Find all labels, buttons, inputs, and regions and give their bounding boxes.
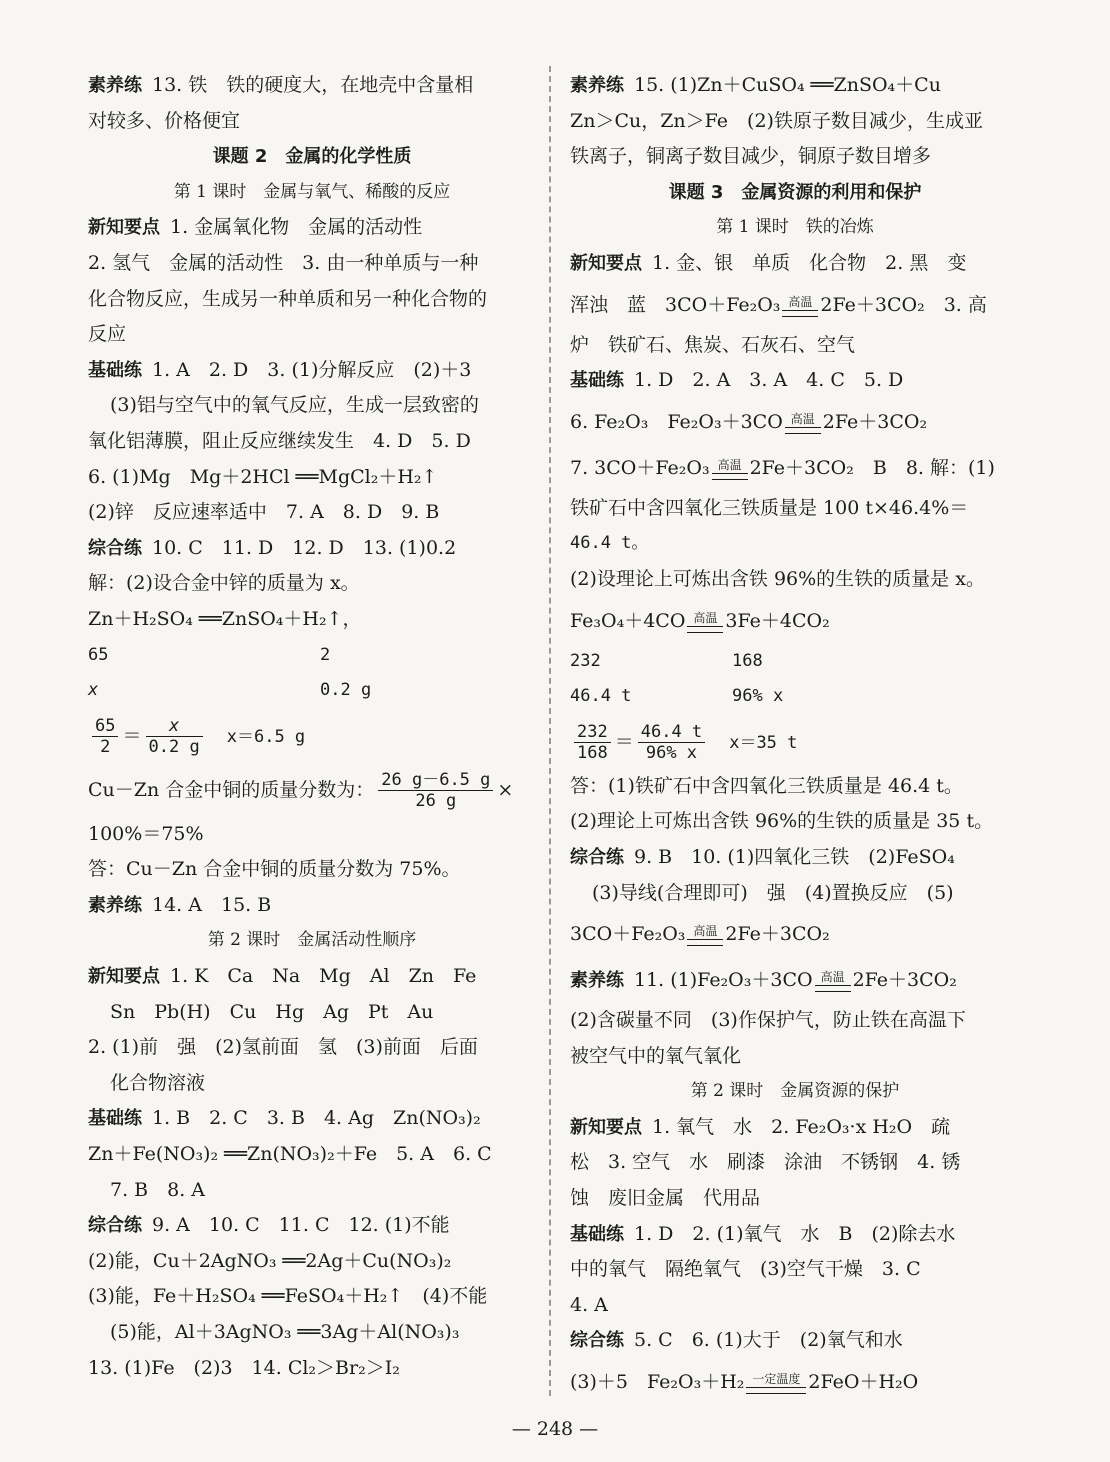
left-line-4: 新知要点 1. 金属氧化物 金属的活动性 — [88, 216, 423, 239]
left-line-34: (5)能，Al＋3AgNO₃ ══3Ag＋Al(NO₃)₃ — [110, 1321, 460, 1343]
right-line-8: 炉 铁矿石、焦炭、石灰石、空气 — [570, 333, 856, 356]
topic-heading: 课题 2 金属的化学性质 — [212, 146, 412, 168]
reaction-condition: 高温 — [687, 611, 723, 633]
section-tag: 基础练 — [570, 1223, 624, 1245]
left-line-15: Zn＋H₂SO₄ ══ZnSO₄＋H₂↑， — [88, 607, 362, 630]
left-line-12: (2)锌 反应速率适中 7. A 8. D 9. B — [88, 501, 440, 524]
right-line-12: 铁矿石中含四氧化三铁质量是 100 t×46.4%＝ — [570, 496, 969, 519]
right-line-31: 基础练 1. D 2. (1)氧气 水 B (2)除去水 — [570, 1222, 956, 1245]
right-line-33: 4. A — [570, 1293, 608, 1316]
left-line-30: 7. B 8. A — [110, 1178, 206, 1201]
section-tag: 基础练 — [88, 1108, 142, 1130]
section-tag: 素养练 — [570, 75, 624, 96]
left-line-6: 化合物反应，生成另一种单质和另一种化合物的 — [88, 287, 488, 310]
right-line-32: 中的氧气 隔绝氧气 (3)空气干燥 3. C — [570, 1258, 921, 1281]
left-column — [88, 68, 536, 1386]
fraction: $\frac{46.4 t}{96\% x}$ — [638, 722, 705, 763]
left-line-2: 对较多、价格便宜 — [88, 109, 241, 132]
page-number: — 248 — — [511, 1418, 599, 1440]
right-line-23: 3CO＋Fe₂O₃ 高温 2Fe＋3CO₂ — [570, 923, 830, 946]
right-line-26: 被空气中的氧气氧化 — [570, 1044, 742, 1067]
left-line-29: Zn＋Fe(NO₃)₂ ══Zn(NO₃)₂＋Fe 5. A 6. C — [88, 1143, 492, 1166]
right-line-6: 新知要点 1. 金、银 单质 化合物 2. 黑 变 — [570, 251, 967, 274]
left-line-35: 13. (1)Fe (2)3 14. Cl₂＞Br₂＞I₂ — [88, 1356, 400, 1379]
section-tag: 素养练 — [88, 894, 142, 916]
right-line-19: 答：(1)铁矿石中含四氧化三铁质量是 46.4 t。 — [570, 774, 963, 797]
lesson-heading: 第 1 课时 金属与氧气、稀酸的反应 — [173, 181, 451, 202]
section-tag: 综合练 — [570, 1330, 624, 1352]
section-tag: 新知要点 — [88, 966, 160, 988]
right-line-9: 基础练 1. D 2. A 3. A 4. C 5. D — [570, 369, 904, 392]
right-line-10: 6. Fe₂O₃ Fe₂O₃＋3CO 高温 2Fe＋3CO₂ — [570, 410, 928, 433]
right-line-15: Fe₃O₄＋4CO 高温 3Fe＋4CO₂ — [570, 609, 830, 632]
right-line-22: (3)导线(合理即可) 强 (4)置换反应 (5) — [592, 881, 954, 904]
right-column — [570, 68, 1020, 1405]
reaction-condition: 高温 — [712, 458, 748, 480]
fraction: $\frac{26 g-6.5 g}{26 g}$ — [378, 770, 493, 811]
column-divider — [549, 66, 551, 1396]
right-line-34: 综合练 5. C 6. (1)大于 (2)氧气和水 — [570, 1329, 903, 1352]
left-line-10: 氧化铝薄膜，阻止反应继续发生 4. D 5. D — [88, 429, 471, 452]
lesson-heading: 第 2 课时 金属活动性顺序 — [207, 930, 417, 951]
left-line-1: 素养练 13. 铁 铁的硬度大，在地壳中含量相 — [88, 74, 474, 96]
left-line-11: 6. (1)Mg Mg＋2HCl ══MgCl₂＋H₂↑ — [88, 465, 438, 488]
reaction-condition: 一定温度 — [746, 1372, 806, 1394]
left-line-28: 基础练 1. B 2. C 3. B 4. Ag Zn(NO₃)₂ — [88, 1107, 481, 1130]
lesson-heading: 第 2 课时 金属资源的保护 — [690, 1081, 900, 1102]
section-tag: 素养练 — [570, 970, 624, 992]
right-line-25: (2)含碳量不同 (3)作保护气，防止铁在高温下 — [570, 1009, 966, 1032]
left-line-18: $\frac{65}{2}$ ＝ $\frac{x}{0.2 g}$ x＝6.5 g — [88, 709, 536, 763]
right-line-16: 232 168 — [570, 650, 763, 671]
right-line-29: 松 3. 空气 水 刷漆 涂油 不锈钢 4. 锈 — [570, 1151, 961, 1174]
left-line-13: 综合练 10. C 11. D 12. D 13. (1)0.2 — [88, 536, 457, 559]
right-line-28: 新知要点 1. 氧气 水 2. Fe₂O₃·x H₂O 疏 — [570, 1115, 951, 1138]
left-line-31: 综合练 9. A 10. C 11. C 12. (1)不能 — [88, 1214, 450, 1237]
section-tag: 基础练 — [570, 370, 624, 392]
reaction-condition: 高温 — [785, 412, 821, 434]
section-tag: 基础练 — [88, 359, 142, 381]
left-line-16: 65 2 — [88, 644, 331, 665]
right-line-2: Zn＞Cu，Zn＞Fe (2)铁原子数目减少，生成亚 — [570, 109, 983, 132]
right-line-14: (2)设理论上可炼出含铁 96%的生铁的质量是 x。 — [570, 567, 985, 590]
left-line-20: 100%＝75% — [88, 822, 204, 845]
left-line-7: 反应 — [88, 323, 127, 346]
left-line-26: 2. (1)前 强 (2)氢前面 氢 (3)前面 后面 — [88, 1036, 478, 1059]
lesson-heading: 第 1 课时 铁的冶炼 — [716, 217, 874, 238]
left-line-21: 答：Cu－Zn 合金中铜的质量分数为 75%。 — [88, 858, 461, 881]
left-line-9: (3)铝与空气中的氧气反应，生成一层致密的 — [110, 394, 479, 417]
left-line-32: (2)能，Cu＋2AgNO₃ ══2Ag＋Cu(NO₃)₂ — [88, 1249, 452, 1272]
fraction: $\frac{x}{0.2 g}$ — [146, 716, 203, 757]
reaction-condition: 高温 — [782, 295, 818, 317]
left-line-24: 新知要点 1. K Ca Na Mg Al Zn Fe — [88, 965, 477, 988]
left-line-14: 解：(2)设合金中锌的质量为 x。 — [88, 572, 360, 595]
right-line-17: 46.4 t 96% x — [570, 686, 784, 707]
fraction: $\frac{232}{168}$ — [574, 722, 611, 763]
left-line-19: Cu－Zn 合金中铜的质量分数为： $\frac{26 g-6.5 g}{26 g}$ × — [88, 770, 514, 812]
right-line-20: (2)理论上可炼出含铁 96%的生铁的质量是 35 t。 — [570, 810, 994, 833]
section-tag: 综合练 — [88, 537, 142, 559]
section-tag: 新知要点 — [570, 252, 642, 274]
left-line-8: 基础练 1. A 2. D 3. (1)分解反应 (2)＋3 — [88, 358, 472, 381]
right-line-35: (3)＋5 Fe₂O₃＋H₂ 一定温度 2FeO＋H₂O — [570, 1371, 919, 1394]
right-line-3: 铁离子，铜离子数目减少，铜原子数目增多 — [570, 145, 932, 168]
section-tag: 综合练 — [570, 846, 624, 868]
right-line-1: 素养练 15. (1)Zn＋CuSO₄ ══ZnSO₄＋Cu — [570, 74, 941, 96]
topic-heading: 课题 3 金属资源的利用和保护 — [668, 181, 922, 203]
right-line-18: $\frac{232}{168}$ ＝ $\frac{46.4 t}{96\% x}$ x＝35 t — [570, 715, 1020, 769]
right-line-7: 浑浊 蓝 3CO＋Fe₂O₃ 高温 2Fe＋3CO₂ 3. 高 — [570, 293, 987, 316]
reaction-condition: 高温 — [815, 970, 851, 992]
left-line-5: 2. 氢气 金属的活动性 3. 由一种单质与一种 — [88, 251, 479, 274]
reaction-condition: 高温 — [687, 924, 723, 946]
right-line-30: 蚀 废旧金属 代用品 — [570, 1187, 761, 1210]
left-line-25: Sn Pb(H) Cu Hg Ag Pt Au — [110, 1000, 434, 1023]
left-line-33: (3)能，Fe＋H₂SO₄ ══FeSO₄＋H₂↑ (4)不能 — [88, 1285, 488, 1308]
left-line-17: x 0.2 g — [88, 680, 372, 701]
section-tag: 新知要点 — [570, 1116, 642, 1138]
left-line-22: 素养练 14. A 15. B — [88, 893, 272, 916]
fraction: $\frac{65}{2}$ — [92, 716, 118, 757]
section-tag: 新知要点 — [88, 217, 160, 239]
right-line-24: 素养练 11. (1)Fe₂O₃＋3CO 高温 2Fe＋3CO₂ — [570, 969, 957, 992]
right-line-13: 46.4 t。 — [570, 533, 649, 554]
right-line-11: 7. 3CO＋Fe₂O₃ 高温 2Fe＋3CO₂ B 8. 解：(1) — [570, 456, 995, 479]
right-line-21: 综合练 9. B 10. (1)四氧化三铁 (2)FeSO₄ — [570, 845, 955, 868]
left-line-27: 化合物溶液 — [110, 1071, 206, 1094]
section-tag: 素养练 — [88, 75, 142, 96]
section-tag: 综合练 — [88, 1215, 142, 1237]
